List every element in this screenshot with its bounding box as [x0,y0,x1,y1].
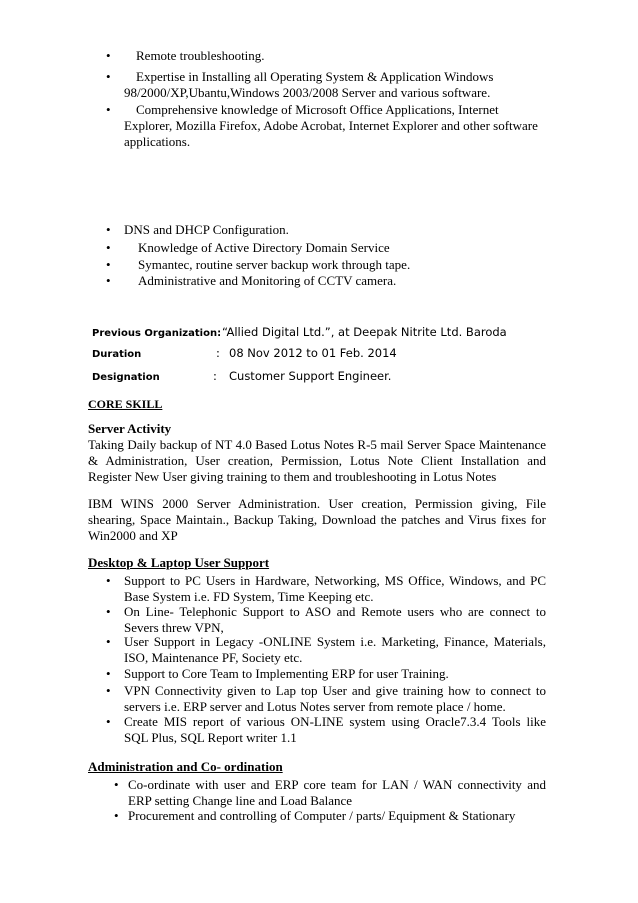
administration-heading: Administration and Co- ordination [88,759,283,774]
bullet-office-line2: Explorer, Mozilla Firefox, Adobe Acrobat, Internet Explorer and other software [124,118,538,133]
bullet-glyph: • [106,273,111,288]
desktop-support-item: Create MIS report of various ON-LINE system using Oracle7.3.4 Tools like SQL Plus, SQL Report writer 1.1 [124,714,546,745]
bullet-glyph: • [106,48,111,63]
bullet-office-line3: applications. [124,134,191,149]
bullet-os-install-line1: Expertise in Installing all Operating System & Application Windows [136,69,494,84]
bullet-glyph: • [106,240,111,255]
bullet-os-install-line2: 98/2000/XP,Ubantu,Windows 2003/2008 Server and various software. [124,85,491,100]
bullet-dns-dhcp: DNS and DHCP Configuration. [124,222,289,237]
bullet-glyph: • [114,808,119,823]
bullet-glyph: • [106,573,111,588]
bullet-glyph: • [106,666,111,681]
duration-label: Duration [92,349,142,360]
administration-item: Procurement and controlling of Computer / parts/ Equipment & Stationary [128,808,516,823]
bullet-cctv: Administrative and Monitoring of CCTV camera. [138,273,397,288]
server-activity-paragraph-1: Taking Daily backup of NT 4.0 Based Lotus Notes R-5 mail Server Space Maintenance & Administration, User creation, Permission, Lotus Note Client Installation and Register New User giving training to them and troubleshooting in Lotus Notes [88,437,546,484]
bullet-remote-troubleshooting: Remote troubleshooting. [136,48,265,63]
desktop-support-item: User Support in Legacy -ONLINE System i.e. Marketing, Finance, Materials, ISO, Maintenance PF, Society etc. [124,634,546,665]
server-activity-paragraph-2: IBM WINS 2000 Server Administration. User creation, Permission giving, File shearing, Space Maintain., Backup Taking, Download the patches and Virus fixes for Win2000 and XP [88,496,546,543]
designation-label: Designation [92,372,160,383]
bullet-glyph: • [106,69,111,84]
duration-colon: : [216,346,220,360]
designation-colon: : [213,369,217,383]
bullet-glyph: • [106,604,111,619]
desktop-support-item: Support to PC Users in Hardware, Networking, MS Office, Windows, and PC Base System i.e. FD System, Time Keeping etc. [124,573,546,604]
bullet-office-line1: Comprehensive knowledge of Microsoft Office Applications, Internet [136,102,499,117]
previous-organization-label: Previous Organization: [92,328,222,339]
desktop-support-item: On Line- Telephonic Support to ASO and Remote users who are connect to Severs threw VPN, [124,604,546,635]
bullet-glyph: • [106,683,111,698]
designation-value: Customer Support Engineer. [229,369,392,383]
bullet-symantec-backup: Symantec, routine server backup work through tape. [138,257,411,272]
previous-organization-value: “Allied Digital Ltd.”, at Deepak Nitrite Ltd. Baroda [222,325,507,339]
bullet-glyph: • [106,222,111,237]
bullet-glyph: • [106,102,111,117]
desktop-support-heading: Desktop & Laptop User Support [88,555,270,570]
duration-value: 08 Nov 2012 to 01 Feb. 2014 [229,346,397,360]
bullet-glyph: • [106,714,111,729]
administration-item: Co-ordinate with user and ERP core team for LAN / WAN connectivity and ERP setting Change line and Load Balance [128,777,546,808]
core-skill-heading: CORE SKILL [88,397,163,411]
desktop-support-item: Support to Core Team to Implementing ERP for user Training. [124,666,449,681]
bullet-glyph: • [106,257,111,272]
desktop-support-item: VPN Connectivity given to Lap top User and give training how to connect to servers i.e. ERP server and Lotus Notes server from remote place / home. [124,683,546,714]
server-activity-heading: Server Activity [88,421,172,436]
bullet-active-directory: Knowledge of Active Directory Domain Service [138,240,390,255]
bullet-glyph: • [106,634,111,649]
bullet-glyph: • [114,777,119,792]
